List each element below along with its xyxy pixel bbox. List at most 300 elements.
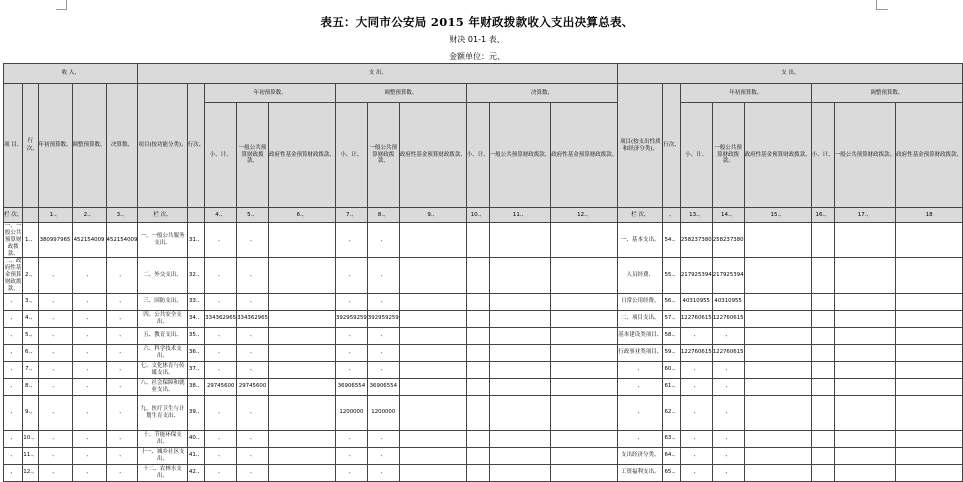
econ-annual-fund-value <box>744 258 811 293</box>
col-number: 7.、 <box>335 208 367 223</box>
expense-item: 八、社会保障和就业支出、 <box>138 378 187 395</box>
income-row-no: 8.、 <box>23 378 38 395</box>
final-general-value <box>489 361 551 378</box>
expense-row-no: 37.、 <box>187 361 205 378</box>
annual-subtotal-value: 334362965 <box>205 310 237 327</box>
econ-adjusted-general-value <box>834 395 896 430</box>
expense-row-no: 34.、 <box>187 310 205 327</box>
table-row <box>4 395 963 430</box>
annual-subtotal-value: 、 <box>205 327 237 344</box>
econ-row-no: 65.、 <box>663 464 681 481</box>
income-item: 、 <box>4 310 23 327</box>
final-subtotal-value <box>466 447 489 464</box>
col-number: 6.、 <box>268 208 335 223</box>
final-group: 决算数、 <box>466 84 618 103</box>
econ-annual-subtotal-value: 、 <box>680 395 712 430</box>
expense-row-no: 42.、 <box>187 464 205 481</box>
annual-general-value: 、 <box>237 258 269 293</box>
subtotal-header: 小、计、 <box>205 103 237 208</box>
income-item: 一、一般公共预算财政拨款、 <box>4 223 22 257</box>
econ-annual-subtotal-value: 、 <box>680 464 712 481</box>
econ-adjusted-fund-value <box>896 361 963 378</box>
adjusted-budget-value: 452154009 <box>72 223 106 258</box>
econ-item: 工资福利支出、 <box>618 464 663 481</box>
subtotal-header: 小、计、 <box>466 103 489 208</box>
econ-item: 基本建设类项目、 <box>618 327 663 344</box>
table-row <box>4 327 963 344</box>
econ-adjusted-general-value <box>834 344 896 361</box>
econ-row-no-header: 行次、 <box>663 84 681 208</box>
annual-general-value: 、 <box>237 223 269 258</box>
adjusted-subtotal-value: 、 <box>335 293 367 310</box>
econ-adjusted-general-value <box>834 293 896 310</box>
econ-row-no: 64.、 <box>663 447 681 464</box>
annual-general-value: 、 <box>237 293 269 310</box>
adjusted-general-value: 392959259 <box>367 310 399 327</box>
annual-fund-value <box>268 378 335 395</box>
econ-annual-general-value: 258237380 <box>712 223 744 258</box>
econ-adjusted-fund-value <box>896 344 963 361</box>
adjusted-fund-value <box>399 361 466 378</box>
econ-annual-fund-value <box>744 361 811 378</box>
econ-adjusted-fund-value <box>896 447 963 464</box>
econ-annual-general-value: 、 <box>712 430 744 447</box>
adjusted-general-value: 36906554 <box>367 378 399 395</box>
income-item: 、 <box>4 361 23 378</box>
adjusted-budget-value: 、 <box>72 258 106 293</box>
general-public-header: 一般公共预算财政拨款、 <box>237 103 269 208</box>
annual-budget-value: 、 <box>38 258 72 293</box>
annual-subtotal-value: 、 <box>205 395 237 430</box>
annual-budget-group-2: 年初预算数、 <box>680 84 811 103</box>
final-fund-value <box>551 430 618 447</box>
adjusted-fund-value <box>399 378 466 395</box>
column-number-row <box>4 208 963 223</box>
final-header: 决算数、 <box>106 84 138 208</box>
adjusted-subtotal-value: 、 <box>335 223 367 258</box>
table-row <box>4 223 963 258</box>
econ-annual-general-value: 40310955 <box>712 293 744 310</box>
econ-annual-fund-value <box>744 344 811 361</box>
subtotal-header: 小、计、 <box>680 103 712 208</box>
econ-adjusted-subtotal-value <box>811 447 834 464</box>
annual-budget-header: 年初预算数、 <box>38 84 72 208</box>
annual-budget-value: 、 <box>38 378 72 395</box>
econ-item-header: 项目(按支出性质和经济分类)、 <box>618 84 663 208</box>
gov-fund-header: 政府性基金预算财政拨款、 <box>399 103 466 208</box>
econ-adjusted-subtotal-value <box>811 395 834 430</box>
budget-table <box>3 63 963 482</box>
econ-item: 行政事业类项目、 <box>618 344 663 361</box>
annual-fund-value <box>268 361 335 378</box>
adjusted-general-value: 、 <box>367 361 399 378</box>
expense-item: 六、科学技术支出、 <box>138 344 187 361</box>
income-item: 、 <box>4 344 23 361</box>
econ-adjusted-fund-value <box>896 223 963 258</box>
col-label: 栏 次、 <box>618 208 663 223</box>
adjusted-fund-value <box>399 293 466 310</box>
final-subtotal-value <box>466 327 489 344</box>
annual-budget-value: 、 <box>38 464 72 481</box>
annual-general-value: 、 <box>237 464 269 481</box>
final-subtotal-value <box>466 464 489 481</box>
final-general-value <box>489 344 551 361</box>
econ-item: 日常公用经费、 <box>618 293 663 310</box>
table-row <box>4 344 963 361</box>
econ-annual-fund-value <box>744 447 811 464</box>
expense-item: 十二、农林水支出、 <box>138 464 187 481</box>
gov-fund-header: 政府性基金预算财政拨款、 <box>551 103 618 208</box>
final-general-value <box>489 327 551 344</box>
annual-budget-value: 、 <box>38 395 72 430</box>
col-label: 栏 次、 <box>138 208 187 223</box>
adjusted-budget-value: 、 <box>72 378 106 395</box>
econ-adjusted-general-value <box>834 447 896 464</box>
final-subtotal-value <box>466 361 489 378</box>
adjusted-subtotal-value: 、 <box>335 344 367 361</box>
adjusted-general-value: 、 <box>367 223 399 258</box>
final-fund-value <box>551 293 618 310</box>
final-general-value <box>489 258 551 293</box>
econ-row-no: 58.、 <box>663 327 681 344</box>
annual-subtotal-value: 29745600 <box>205 378 237 395</box>
econ-item: 、 <box>618 378 663 395</box>
adjusted-general-value: 、 <box>367 447 399 464</box>
final-value: 452154009 <box>106 223 138 258</box>
adjusted-fund-value <box>399 258 466 293</box>
econ-annual-fund-value <box>744 430 811 447</box>
econ-annual-fund-value <box>744 223 811 258</box>
econ-annual-subtotal-value: 、 <box>680 378 712 395</box>
expense-row-no: 35.、 <box>187 327 205 344</box>
adjusted-budget-group-2: 调整预算数、 <box>811 84 963 103</box>
annual-budget-value: 、 <box>38 430 72 447</box>
form-number: 财决 01-1 表、 <box>449 35 505 44</box>
adjusted-budget-value: 、 <box>72 447 106 464</box>
income-row-no: 2.、 <box>23 258 38 293</box>
annual-budget-value: 、 <box>38 327 72 344</box>
adjusted-fund-value <box>399 447 466 464</box>
final-subtotal-value <box>466 310 489 327</box>
final-fund-value <box>551 447 618 464</box>
final-value: 、 <box>106 464 138 481</box>
annual-general-value: 、 <box>237 344 269 361</box>
expense-row-no: 36.、 <box>187 344 205 361</box>
adjusted-budget-group: 调整预算数、 <box>335 84 466 103</box>
final-subtotal-value <box>466 344 489 361</box>
expense-row-no: 33.、 <box>187 293 205 310</box>
econ-adjusted-fund-value <box>896 430 963 447</box>
econ-annual-general-value: 217925394 <box>712 258 744 293</box>
adjusted-general-value: 、 <box>367 464 399 481</box>
annual-subtotal-value: 、 <box>205 361 237 378</box>
gov-fund-header: 政府性基金预算财政拨款、 <box>268 103 335 208</box>
expense-item: 三、国防支出、 <box>138 293 187 310</box>
econ-adjusted-subtotal-value <box>811 464 834 481</box>
final-general-value <box>489 293 551 310</box>
general-public-header: 一般公共预算财政拨款、 <box>712 103 744 208</box>
adjusted-budget-value: 、 <box>72 464 106 481</box>
adjusted-general-value: 、 <box>367 293 399 310</box>
econ-adjusted-fund-value <box>896 293 963 310</box>
econ-annual-fund-value <box>744 310 811 327</box>
table-row <box>4 361 963 378</box>
econ-item: 、 <box>618 395 663 430</box>
income-item: 、 <box>4 378 23 395</box>
col-number: 4.、 <box>205 208 237 223</box>
annual-general-value: 、 <box>237 361 269 378</box>
econ-adjusted-general-value <box>834 361 896 378</box>
income-row-no: 11.、 <box>23 447 38 464</box>
income-row-no: 10.、 <box>23 430 38 447</box>
col-number: 16.、 <box>811 208 834 223</box>
expense-row-no: 32.、 <box>187 258 205 293</box>
econ-row-no: 55.、 <box>663 258 681 293</box>
table-row <box>4 293 963 310</box>
annual-general-value: 、 <box>237 327 269 344</box>
econ-adjusted-general-value <box>834 378 896 395</box>
final-fund-value <box>551 344 618 361</box>
table-row <box>4 258 963 293</box>
func-row-no-header: 行次、 <box>187 84 205 208</box>
gov-fund-header: 政府性基金预算财政拨款、 <box>744 103 811 208</box>
econ-annual-general-value: 122760615 <box>712 310 744 327</box>
annual-fund-value <box>268 344 335 361</box>
gov-fund-header: 政府性基金预算财政拨款、 <box>896 103 963 208</box>
unit-label: 金额单位：元、 <box>449 52 505 61</box>
econ-row-no: 54.、 <box>663 223 681 258</box>
annual-fund-value <box>268 395 335 430</box>
econ-item: 、 <box>618 430 663 447</box>
econ-annual-general-value: 、 <box>712 447 744 464</box>
col-number: 5.、 <box>237 208 269 223</box>
expense-item: 十、节能环保支出、 <box>138 430 187 447</box>
econ-annual-subtotal-value: 40310955 <box>680 293 712 310</box>
income-item: 、 <box>4 293 23 310</box>
econ-row-no: 56.、 <box>663 293 681 310</box>
econ-item: 、 <box>618 361 663 378</box>
econ-row-no: 62.、 <box>663 395 681 430</box>
adjusted-fund-value <box>399 344 466 361</box>
general-public-header: 一般公共预算财政拨款、 <box>489 103 551 208</box>
annual-subtotal-value: 、 <box>205 430 237 447</box>
col-number: 18 <box>896 208 963 223</box>
income-row-no: 9.、 <box>23 395 38 430</box>
final-value: 、 <box>106 395 138 430</box>
econ-item: 人员经费、 <box>618 258 663 293</box>
econ-adjusted-general-value <box>834 327 896 344</box>
annual-fund-value <box>268 464 335 481</box>
expense-item: 四、公共安全支出、 <box>138 310 187 327</box>
econ-adjusted-fund-value <box>896 378 963 395</box>
final-fund-value <box>551 258 618 293</box>
annual-subtotal-value: 、 <box>205 447 237 464</box>
final-fund-value <box>551 310 618 327</box>
adjusted-budget-value: 、 <box>72 344 106 361</box>
final-value: 、 <box>106 361 138 378</box>
subtotal-header: 小、计、 <box>335 103 367 208</box>
econ-annual-fund-value <box>744 293 811 310</box>
final-subtotal-value <box>466 223 489 258</box>
expense-item: 七、文化体育与传媒支出、 <box>138 361 187 378</box>
annual-fund-value <box>268 223 335 258</box>
annual-budget-value: 、 <box>38 293 72 310</box>
econ-adjusted-general-value <box>834 310 896 327</box>
final-subtotal-value <box>466 293 489 310</box>
econ-adjusted-fund-value <box>896 395 963 430</box>
col-number: 12.、 <box>551 208 618 223</box>
annual-budget-value: 、 <box>38 344 72 361</box>
func-item-header: 项目(按功能分类)、 <box>138 84 187 208</box>
income-item: 、 <box>4 447 23 464</box>
col-number: 13.、 <box>680 208 712 223</box>
adjusted-budget-value: 、 <box>72 327 106 344</box>
econ-annual-general-value: 、 <box>712 361 744 378</box>
annual-budget-value: 、 <box>38 361 72 378</box>
econ-annual-subtotal-value: 、 <box>680 447 712 464</box>
income-row-no: 1.、 <box>23 223 38 258</box>
expense-row-no: 39.、 <box>187 395 205 430</box>
econ-item: 一、基本支出、 <box>618 223 663 258</box>
table-row <box>4 464 963 481</box>
income-row-no: 7.、 <box>23 361 38 378</box>
econ-annual-subtotal-value: 122760615 <box>680 344 712 361</box>
final-fund-value <box>551 395 618 430</box>
adjusted-budget-value: 、 <box>72 293 106 310</box>
income-header: 收 入、 <box>4 64 138 84</box>
econ-row-no: 60.、 <box>663 361 681 378</box>
col-label: 栏 次、 <box>4 208 23 223</box>
annual-budget-value: 380997965 <box>38 223 72 258</box>
col-number: 2.、 <box>72 208 106 223</box>
econ-adjusted-subtotal-value <box>811 310 834 327</box>
adjusted-subtotal-value: 、 <box>335 464 367 481</box>
econ-annual-subtotal-value: 122760615 <box>680 310 712 327</box>
econ-annual-fund-value <box>744 464 811 481</box>
final-general-value <box>489 378 551 395</box>
econ-adjusted-subtotal-value <box>811 223 834 258</box>
econ-row-no: 63.、 <box>663 430 681 447</box>
expense-row-no: 31.、 <box>187 223 205 258</box>
final-general-value <box>489 310 551 327</box>
income-row-no-header: 行次、 <box>26 137 38 152</box>
final-value: 、 <box>106 447 138 464</box>
annual-fund-value <box>268 327 335 344</box>
crop-mark <box>56 9 67 11</box>
final-fund-value <box>551 464 618 481</box>
income-row-no: 5.、 <box>23 327 38 344</box>
final-general-value <box>489 430 551 447</box>
adjusted-budget-value: 、 <box>72 430 106 447</box>
econ-adjusted-subtotal-value <box>811 378 834 395</box>
econ-annual-general-value: 122760615 <box>712 344 744 361</box>
header-row-groups <box>4 84 963 103</box>
econ-adjusted-fund-value <box>896 310 963 327</box>
income-row-no: 4.、 <box>23 310 38 327</box>
final-value: 、 <box>106 310 138 327</box>
final-value: 、 <box>106 327 138 344</box>
expense-item: 五、教育支出、 <box>138 327 187 344</box>
annual-budget-value: 、 <box>38 447 72 464</box>
adjusted-subtotal-value: 、 <box>335 327 367 344</box>
econ-adjusted-subtotal-value <box>811 430 834 447</box>
annual-subtotal-value: 、 <box>205 258 237 293</box>
col-number: 1.、 <box>38 208 72 223</box>
header-row-top <box>4 64 963 84</box>
expense-row-no: 41.、 <box>187 447 205 464</box>
econ-row-no: 61.、 <box>663 378 681 395</box>
econ-row-no: 59.、 <box>663 344 681 361</box>
annual-subtotal-value: 、 <box>205 293 237 310</box>
adjusted-subtotal-value: 36906554 <box>335 378 367 395</box>
final-fund-value <box>551 327 618 344</box>
annual-subtotal-value: 、 <box>205 344 237 361</box>
econ-adjusted-subtotal-value <box>811 327 834 344</box>
table-row <box>4 430 963 447</box>
adjusted-budget-header: 调整预算数、 <box>72 84 106 208</box>
econ-annual-fund-value <box>744 327 811 344</box>
col-number: 3.、 <box>106 208 138 223</box>
econ-annual-general-value: 、 <box>712 327 744 344</box>
adjusted-budget-value: 、 <box>72 361 106 378</box>
econ-row-no: 57.、 <box>663 310 681 327</box>
income-row-no: 3.、 <box>23 293 38 310</box>
income-item-header: 项 目、 <box>4 84 23 208</box>
income-item: 、 <box>4 464 23 481</box>
adjusted-subtotal-value: 、 <box>335 447 367 464</box>
adjusted-general-value: 1200000 <box>367 395 399 430</box>
econ-annual-general-value: 、 <box>712 395 744 430</box>
annual-budget-value: 、 <box>38 310 72 327</box>
econ-annual-general-value: 、 <box>712 464 744 481</box>
econ-annual-subtotal-value: 、 <box>680 430 712 447</box>
income-row-no: 12.、 <box>23 464 38 481</box>
general-public-header: 一般公共预算财政拨款、 <box>834 103 896 208</box>
expense-item: 九、医疗卫生与计划生育支出、 <box>138 395 187 430</box>
econ-adjusted-subtotal-value <box>811 293 834 310</box>
final-value: 、 <box>106 258 138 293</box>
expense-header-2: 支 出、 <box>618 64 963 84</box>
annual-general-value: 、 <box>237 447 269 464</box>
col-number: 11.、 <box>489 208 551 223</box>
final-subtotal-value <box>466 395 489 430</box>
final-general-value <box>489 464 551 481</box>
col-number: 、 <box>663 208 681 223</box>
income-item: 、 <box>4 395 23 430</box>
table-row <box>4 310 963 327</box>
econ-adjusted-general-value <box>834 430 896 447</box>
econ-adjusted-subtotal-value <box>811 361 834 378</box>
general-public-header: 一般公共预算财政拨款、 <box>367 103 399 208</box>
final-general-value <box>489 223 551 258</box>
adjusted-fund-value <box>399 464 466 481</box>
final-subtotal-value <box>466 430 489 447</box>
table-row <box>4 447 963 464</box>
final-value: 、 <box>106 344 138 361</box>
expense-item: 二、外交支出、 <box>138 258 187 293</box>
adjusted-subtotal-value: 、 <box>335 430 367 447</box>
annual-general-value: 、 <box>237 430 269 447</box>
final-fund-value <box>551 361 618 378</box>
adjusted-general-value: 、 <box>367 430 399 447</box>
econ-annual-subtotal-value: 258237380 <box>680 223 712 258</box>
income-item: 二、政府性基金预算财政拨款、 <box>4 258 22 292</box>
annual-fund-value <box>268 447 335 464</box>
income-row-no: 6.、 <box>23 344 38 361</box>
annual-general-value: 334362965 <box>237 310 269 327</box>
col-number: 14.、 <box>712 208 744 223</box>
col-number: 17.、 <box>834 208 896 223</box>
